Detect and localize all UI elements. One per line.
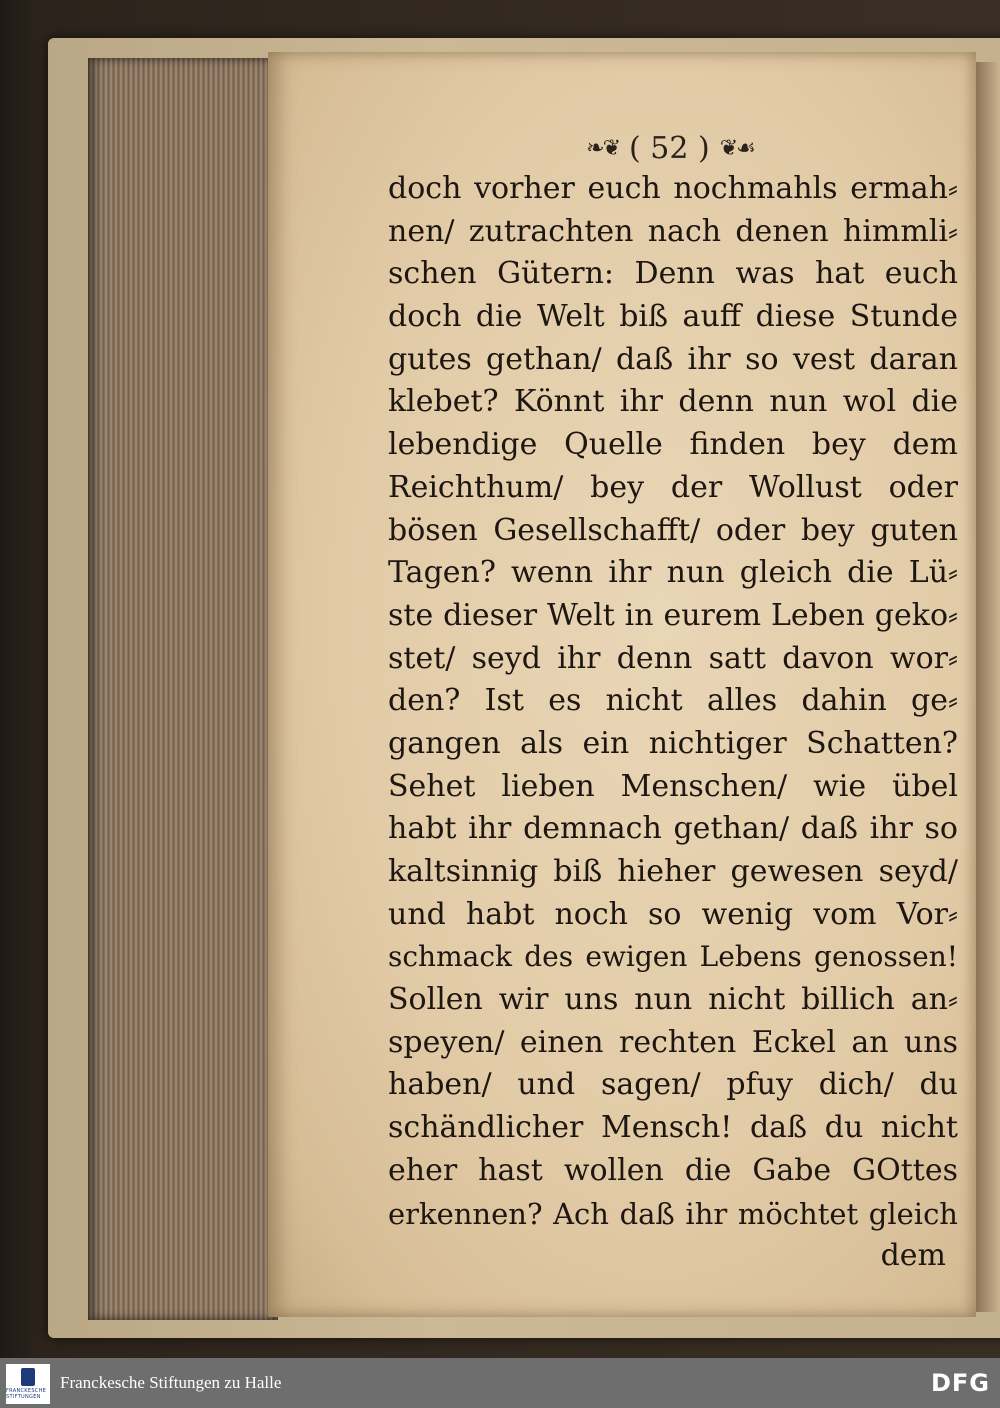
text-line: und habt noch so wenig vom Vor⸗ — [388, 896, 958, 932]
text-line: haben/ und sagen/ pfuy dich/ du — [388, 1067, 958, 1103]
text-line: ste dieser Welt in eurem Leben geko⸗ — [388, 597, 958, 633]
text-line: eher hast wollen die Gabe GOttes — [388, 1152, 958, 1188]
text-line: Sehet lieben Menschen/ wie übel — [388, 768, 958, 804]
dfg-logo[interactable]: DFG — [930, 1369, 990, 1397]
text-line: Tagen? wenn ihr nun gleich die Lü⸗ — [388, 555, 958, 591]
text-line: nen/ zutrachten nach denen himmli⸗ — [388, 213, 958, 249]
institution-name[interactable]: Franckesche Stiftungen zu Halle — [60, 1373, 282, 1392]
logo-emblem-icon — [21, 1368, 35, 1386]
logo-caption: FRANCKESCHE STIFTUNGEN — [6, 1388, 47, 1400]
text-line: klebet? Könnt ihr denn nun wol die — [388, 384, 958, 420]
text-line: schmack des ewigen Lebens genossen! — [388, 940, 958, 974]
text-line: den? Ist es nicht alles dahin ge⸗ — [388, 683, 958, 719]
page-header — [530, 126, 810, 170]
text-line: schen Gütern: Denn was hat euch — [388, 256, 958, 292]
catchword: dem — [880, 1238, 946, 1274]
text-line: Reichthum/ bey der Wollust oder — [388, 469, 958, 505]
ornament-left-icon: ❧❦ — [586, 135, 620, 161]
text-line: doch vorher euch nochmahls ermah⸗ — [388, 171, 958, 206]
text-line: Sollen wir uns nun nicht billich an⸗ — [388, 982, 958, 1018]
viewer-footer — [0, 1358, 1000, 1408]
text-line: gutes gethan/ daß ihr so vest daran — [388, 341, 958, 377]
text-line: doch die Welt biß auff diese Stunde — [388, 299, 958, 335]
text-line: habt ihr demnach gethan/ daß ihr so — [388, 811, 958, 847]
text-line: erkennen? Ach daß ihr möchtet gleich — [388, 1196, 958, 1231]
ornament-right-icon: ❦☙ — [719, 135, 754, 161]
text-line: kaltsinnig biß hieher gewesen seyd/ — [388, 854, 958, 889]
text-block — [388, 168, 958, 1278]
text-line: gangen als ein nichtiger Schatten? — [388, 725, 958, 761]
facing-page-edge — [976, 62, 1000, 1312]
text-line: schändlicher Mensch! daß du nicht — [388, 1110, 958, 1146]
text-line: stet/ seyd ihr denn satt davon wor⸗ — [388, 640, 958, 676]
page-number: ( 52 ) — [629, 130, 710, 166]
institution-logo[interactable] — [6, 1364, 50, 1404]
text-line: lebendige Quelle finden bey dem — [388, 427, 958, 463]
text-line: bösen Gesellschafft/ oder bey guten — [388, 512, 958, 548]
page-edges — [88, 58, 278, 1320]
text-line: speyen/ einen rechten Eckel an uns — [388, 1024, 958, 1060]
